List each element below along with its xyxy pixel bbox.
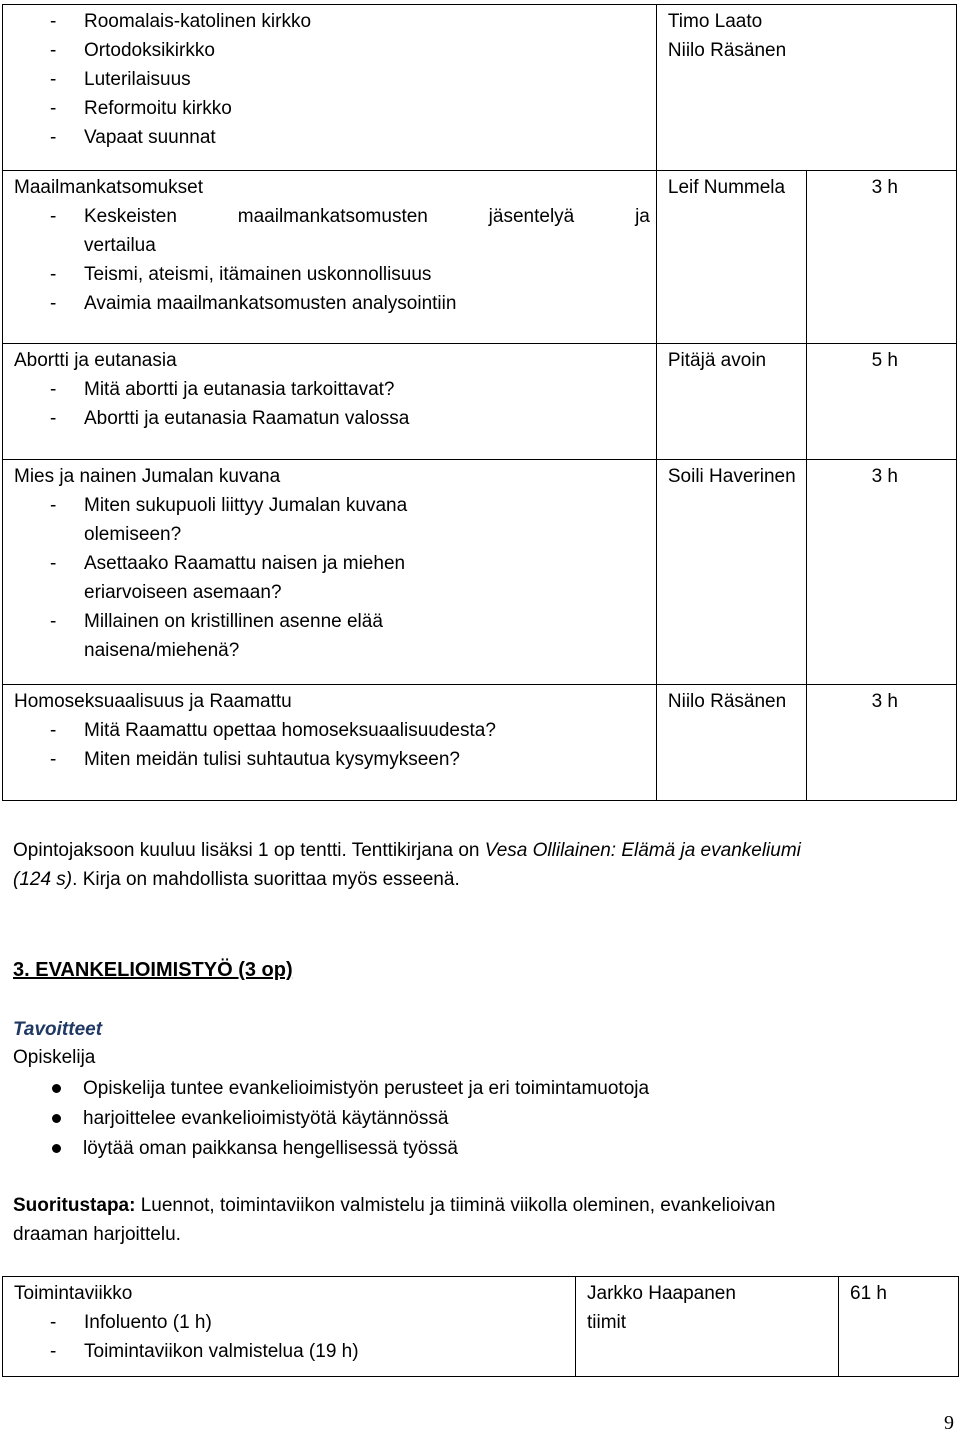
student-label: Opiskelija bbox=[13, 1047, 96, 1068]
teacher-name: Soili Haverinen bbox=[667, 466, 796, 487]
hours-cell bbox=[806, 685, 956, 801]
list-item: - Teismi, ateismi, itämainen uskonnollisuus bbox=[14, 260, 650, 289]
topic-cell bbox=[3, 344, 657, 460]
topic-cell bbox=[3, 1277, 576, 1377]
topic-title: Homoseksuaalisuus ja Raamattu bbox=[14, 691, 292, 712]
method-text: Luennot, toimintaviikon valmistelu ja tiiminä viikolla oleminen, evankelioivan bbox=[135, 1195, 776, 1216]
exam-note-text: Opintojaksoon kuuluu lisäksi 1 op tentti. Tenttikirjana on bbox=[13, 840, 485, 861]
list-item-continuation: vertailua bbox=[84, 235, 156, 256]
topic-cell bbox=[3, 685, 657, 801]
teacher-cell bbox=[576, 1277, 839, 1377]
teacher-cell bbox=[656, 460, 806, 685]
goals-title: Tavoitteet bbox=[13, 1019, 103, 1040]
exam-note bbox=[13, 836, 923, 894]
list-item: - Roomalais-katolinen kirkko bbox=[14, 7, 650, 36]
list-item: harjoittelee evankelioimistyötä käytännössä bbox=[13, 1104, 649, 1134]
topic-title: Maailmankatsomukset bbox=[14, 177, 204, 198]
hours-value: 61 h bbox=[850, 1283, 887, 1304]
exam-note-text-2: . Kirja on mahdollista suorittaa myös esseenä. bbox=[72, 869, 460, 890]
list-item: - Ortodoksikirkko bbox=[14, 36, 650, 65]
course-topics-table bbox=[2, 4, 957, 801]
list-item-continuation: olemiseen? bbox=[84, 524, 182, 545]
goals-list bbox=[13, 1074, 649, 1164]
table-row bbox=[3, 171, 957, 344]
teacher-cell bbox=[656, 344, 806, 460]
teacher-name: Pitäjä avoin bbox=[667, 350, 767, 371]
list-item: - Asettaako Raamattu naisen ja miehen bbox=[14, 549, 650, 578]
list-item-continuation: eriarvoiseen asemaan? bbox=[84, 582, 282, 603]
table-row bbox=[3, 344, 957, 460]
page-number: 9 bbox=[944, 1412, 954, 1434]
hours-cell bbox=[806, 460, 956, 685]
list-item: - Miten sukupuoli liittyy Jumalan kuvana bbox=[14, 491, 650, 520]
method-paragraph bbox=[13, 1191, 923, 1249]
topic-cell bbox=[3, 460, 657, 685]
list-item: löytää oman paikkansa hengellisessä työssä bbox=[13, 1134, 649, 1164]
table-row bbox=[3, 1277, 959, 1377]
list-item: - Luterilaisuus bbox=[14, 65, 650, 94]
table-row bbox=[3, 685, 957, 801]
teacher-cell bbox=[656, 171, 806, 344]
list-item: - Millainen on kristillinen asenne elää bbox=[14, 607, 650, 636]
list-item: - Toimintaviikon valmistelua (19 h) bbox=[14, 1337, 569, 1366]
list-item: - Abortti ja eutanasia Raamatun valossa bbox=[14, 404, 650, 433]
teacher-name: Leif Nummela bbox=[667, 177, 786, 198]
teacher-cell bbox=[656, 5, 956, 171]
topic-cell bbox=[3, 5, 657, 171]
hours-value: 3 h bbox=[871, 466, 898, 487]
list-item: Opiskelija tuntee evankelioimistyön perusteet ja eri toimintamuotoja bbox=[13, 1074, 649, 1104]
teacher-name: tiimit bbox=[587, 1312, 627, 1333]
teacher-name: Niilo Räsänen bbox=[667, 40, 787, 61]
topic-cell bbox=[3, 171, 657, 344]
teacher-name: Jarkko Haapanen bbox=[587, 1283, 736, 1304]
activity-week-table bbox=[2, 1276, 959, 1377]
list-item: - Reformoitu kirkko bbox=[14, 94, 650, 123]
hours-cell bbox=[839, 1277, 959, 1377]
teacher-cell bbox=[656, 685, 806, 801]
list-item-continuation: naisena/miehenä? bbox=[84, 640, 240, 661]
hours-value: 5 h bbox=[871, 350, 898, 371]
exam-book-pages: (124 s) bbox=[13, 869, 73, 890]
table-row bbox=[3, 5, 957, 171]
teacher-name: Timo Laato bbox=[667, 11, 763, 32]
hours-value: 3 h bbox=[871, 691, 898, 712]
list-item: - Avaimia maailmankatsomusten analysointiin bbox=[14, 289, 650, 318]
method-label: Suoritustapa: bbox=[13, 1195, 136, 1216]
list-item: - Vapaat suunnat bbox=[14, 123, 650, 152]
hours-cell bbox=[806, 171, 956, 344]
section-heading: 3. EVANKELIOIMISTYÖ (3 op) bbox=[13, 959, 293, 981]
list-item: - Miten meidän tulisi suhtautua kysymykseen? bbox=[14, 745, 650, 774]
topic-title: Toimintaviikko bbox=[14, 1283, 133, 1304]
topic-title: Abortti ja eutanasia bbox=[14, 350, 177, 371]
hours-value: 3 h bbox=[871, 177, 898, 198]
list-item: - Mitä abortti ja eutanasia tarkoittavat? bbox=[14, 375, 650, 404]
list-item: - Infoluento (1 h) bbox=[14, 1308, 569, 1337]
exam-book-title: Vesa Ollilainen: Elämä ja evankeliumi bbox=[484, 840, 801, 861]
method-text-2: draaman harjoittelu. bbox=[13, 1224, 181, 1245]
list-item: - Mitä Raamattu opettaa homoseksuaalisuudesta? bbox=[14, 716, 650, 745]
hours-cell bbox=[806, 344, 956, 460]
teacher-name: Niilo Räsänen bbox=[667, 691, 787, 712]
topic-title: Mies ja nainen Jumalan kuvana bbox=[14, 466, 281, 487]
list-item: - Keskeisten maailmankatsomusten jäsentelyä ja bbox=[14, 202, 650, 231]
table-row bbox=[3, 460, 957, 685]
